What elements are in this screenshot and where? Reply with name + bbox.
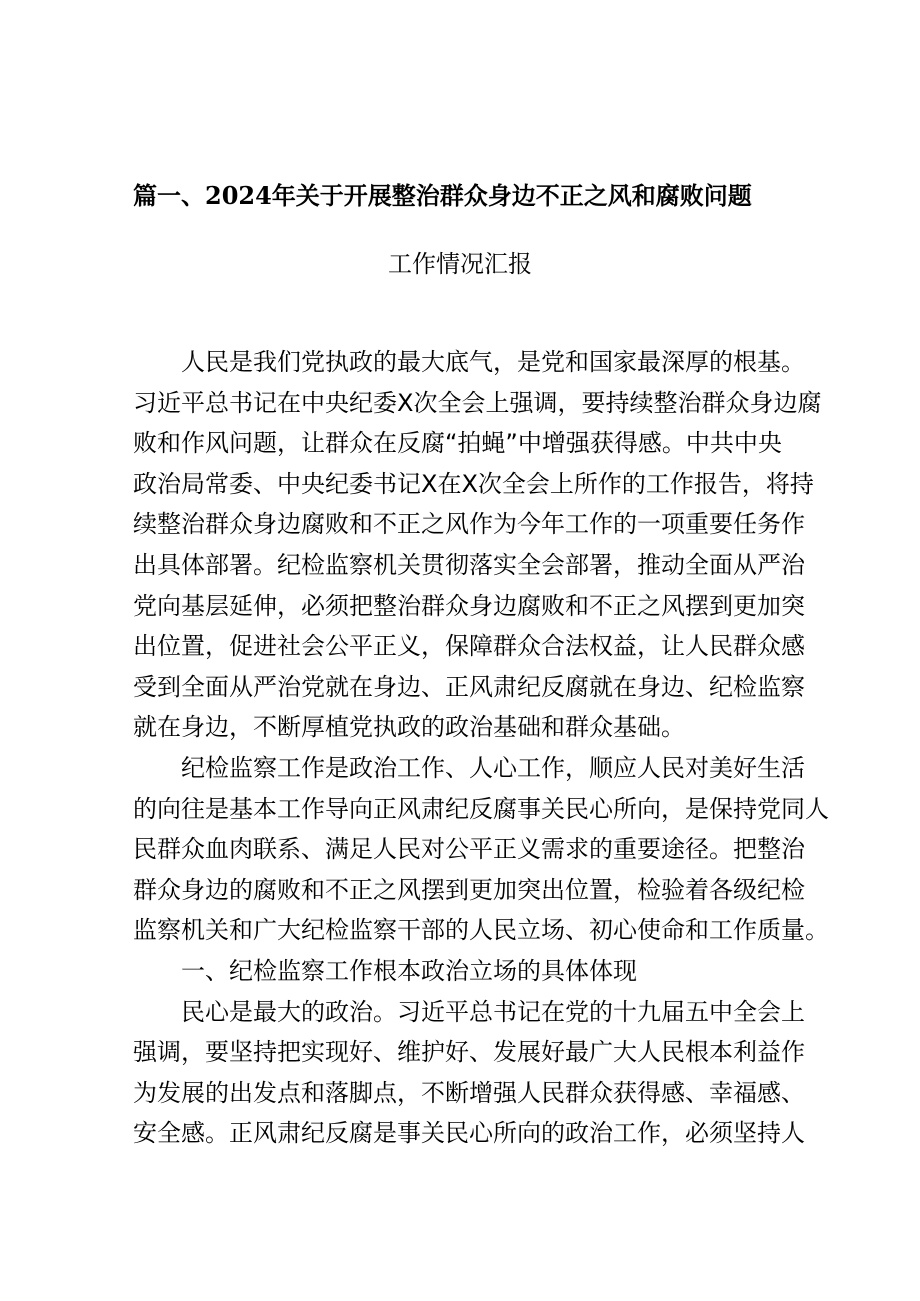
body-line: 政治局常委、中央纪委书记X在X次全会上所作的工作报告，将持 [133,469,814,498]
body-line: 强调，要坚持把实现好、维护好、发展好最广大人民根本利益作 [133,1038,805,1067]
body-line: 群众身边的腐败和不正之风摆到更加突出位置，检验着各级纪检 [133,875,805,904]
body-line: 就在身边，不断厚植党执政的政治基础和群众基础。 [133,713,685,742]
body-line: 安全感。正风肃纪反腐是事关民心所向的政治工作，必须坚持人 [133,1119,805,1148]
body-line: 出位置，促进社会公平正义，保障群众合法权益，让人民群众感 [133,632,805,661]
body-line: 民群众血肉联系、满足人民对公平正义需求的重要途径。把整治 [133,835,805,864]
body-line: 习近平总书记在中央纪委X次全会上强调，要持续整治群众身边腐 [133,388,822,417]
body-line: 受到全面从严治党就在身边、正风肃纪反腐就在身边、纪检监察 [133,672,805,701]
document-title-line-1: 篇一、2024年关于开展整治群众身边不正之风和腐败问题 [133,181,752,210]
body-line: 监察机关和广大纪检监察干部的人民立场、初心使命和工作质量。 [133,916,829,945]
body-line: 人民是我们党执政的最大底气，是党和国家最深厚的根基。 [181,348,805,376]
document-title-line-2: 工作情况汇报 [388,250,532,278]
body-line: 续整治群众身边腐败和不正之风作为今年工作的一项重要任务作 [133,510,805,539]
body-line: 败和作风问题，让群众在反腐“拍蝇”中增强获得感。中共中央 [133,429,782,458]
body-line: 纪检监察工作是政治工作、人心工作，顺应人民对美好生活 [181,753,805,782]
body-line: 民心是最大的政治。习近平总书记在党的十九届五中全会上 [181,997,805,1026]
body-line: 出具体部署。纪检监察机关贯彻落实全会部署，推动全面从严治 [133,550,805,579]
section-heading: 一、纪检监察工作根本政治立场的具体体现 [181,956,637,985]
body-line: 为发展的出发点和落脚点，不断增强人民群众获得感、幸福感、 [133,1078,805,1107]
document-body [133,342,829,1154]
body-line: 党向基层延伸，必须把整治群众身边腐败和不正之风摆到更加突 [133,591,805,620]
body-line: 的向往是基本工作导向正风肃纪反腐事关民心所向，是保持党同人 [133,794,829,823]
